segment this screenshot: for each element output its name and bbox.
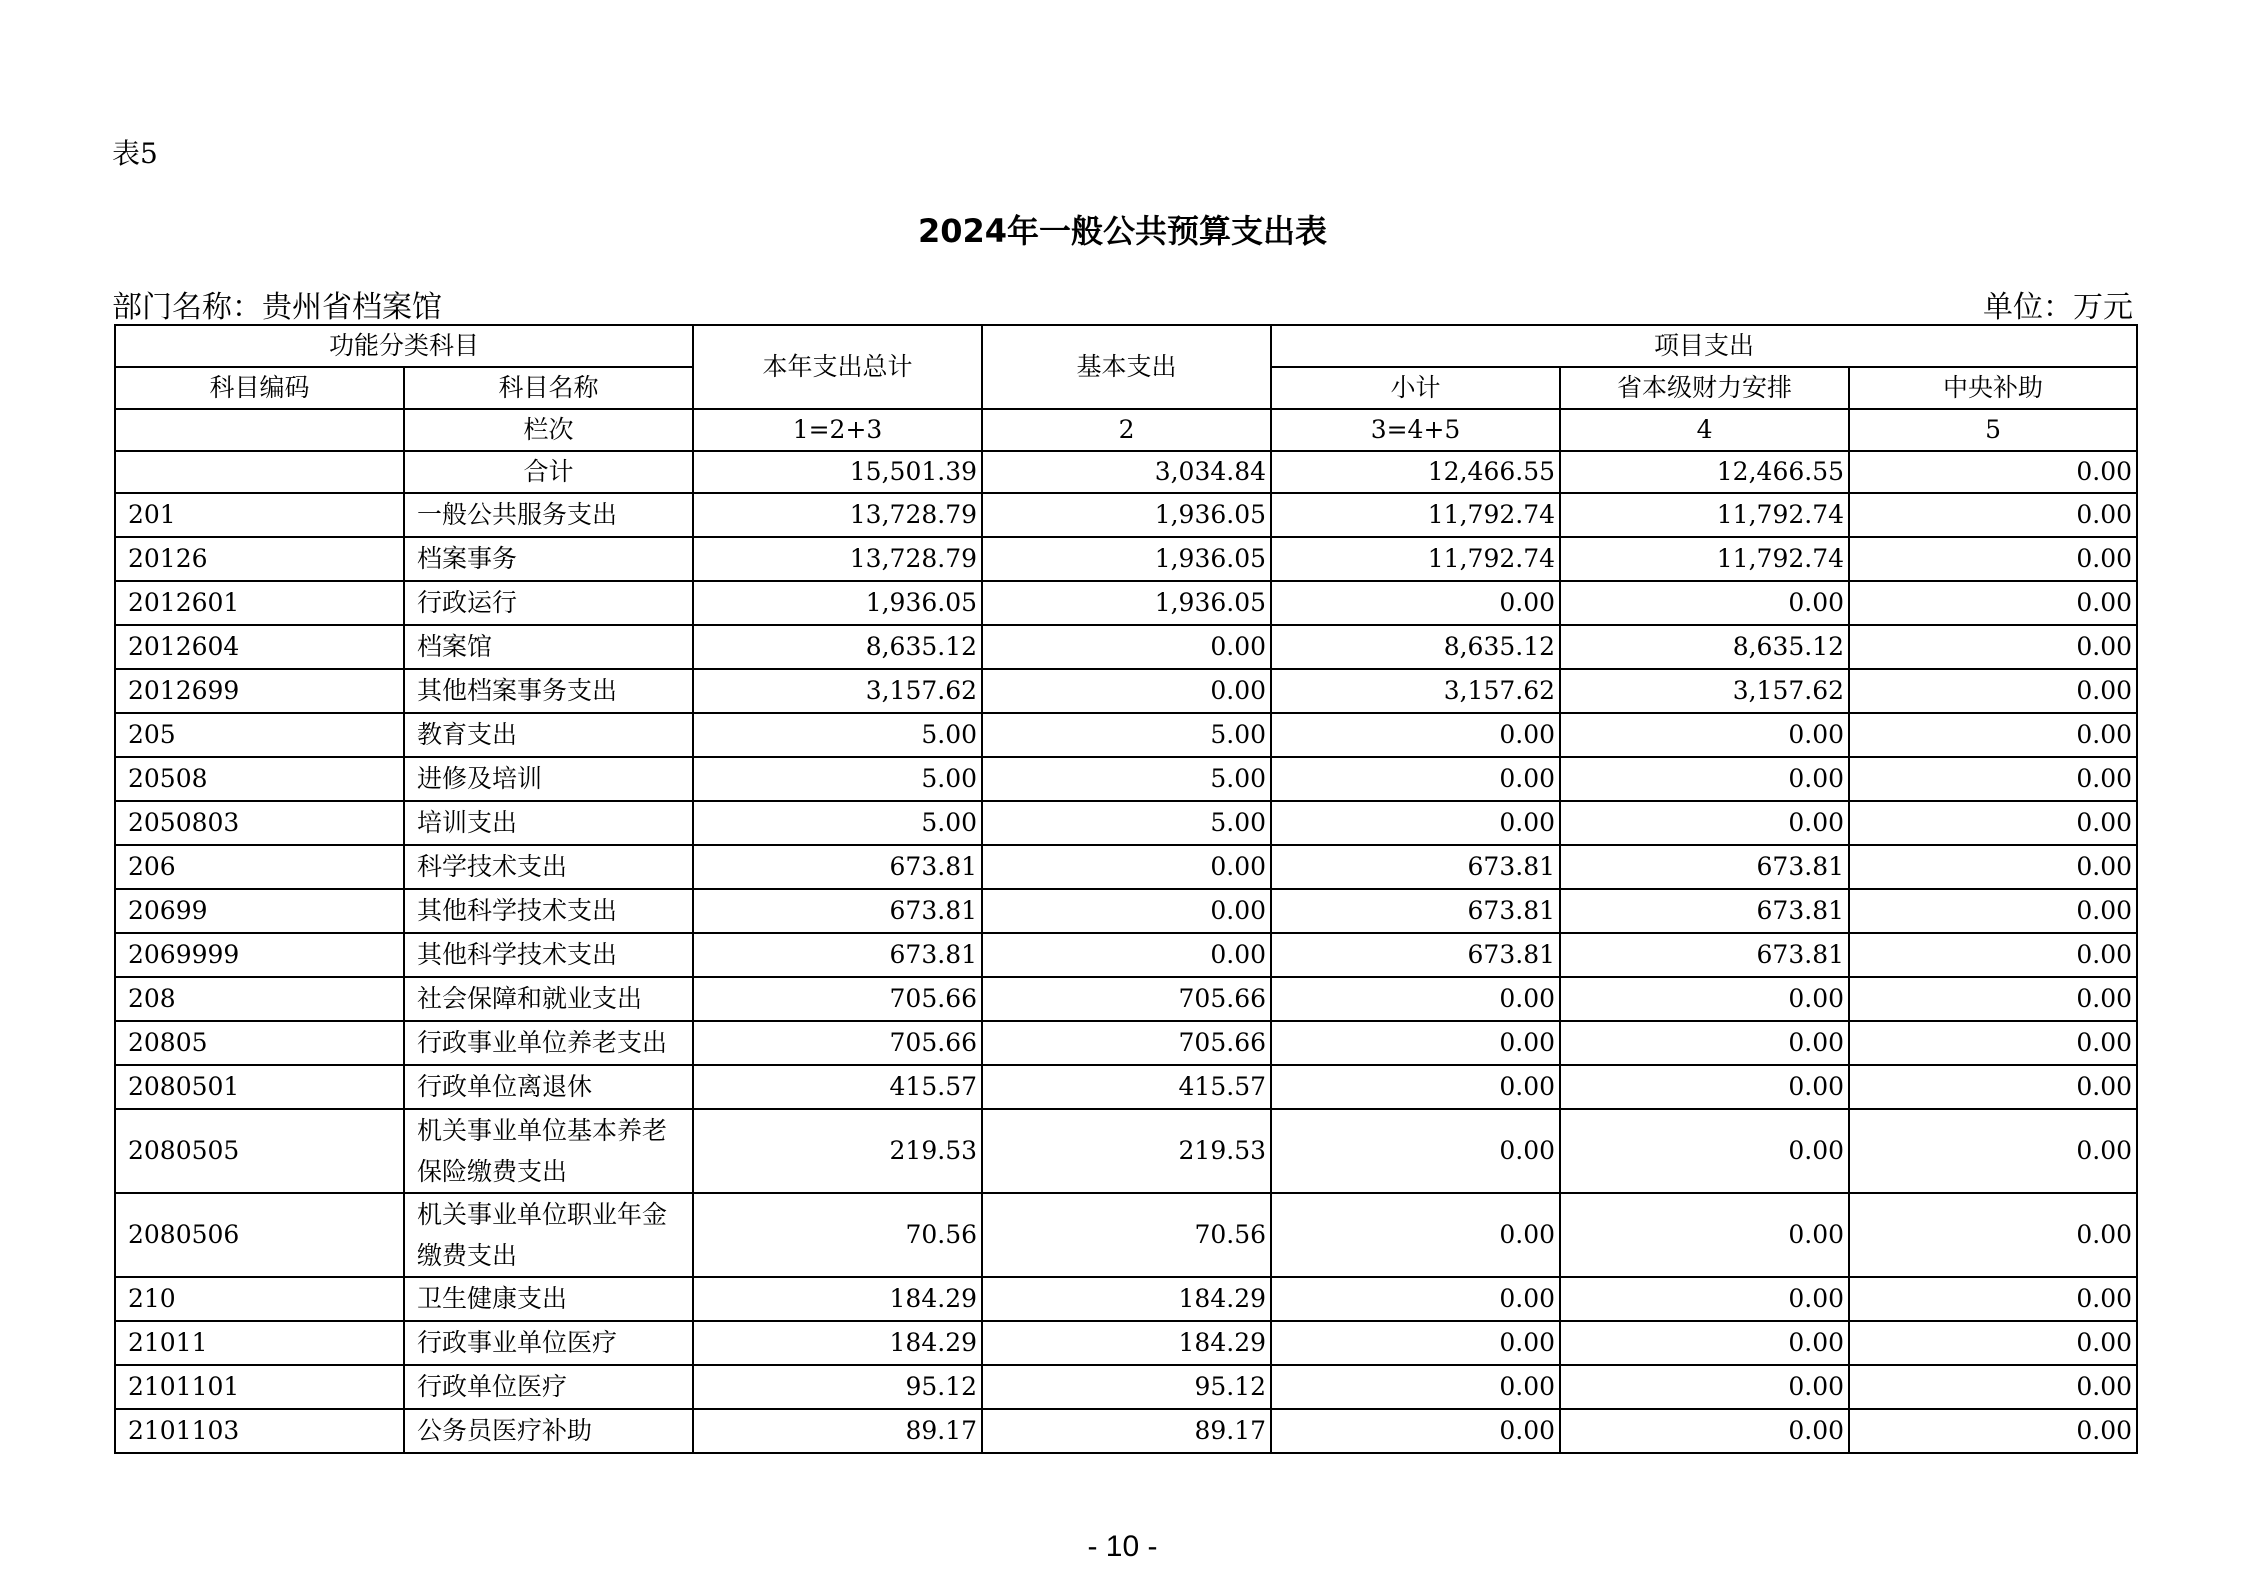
row-code: 2080505 [115,1109,404,1193]
row-central: 0.00 [1849,713,2137,757]
sum-empty [115,451,404,493]
row-name: 行政事业单位医疗 [404,1321,693,1365]
row-central: 0.00 [1849,1365,2137,1409]
row-subtotal: 3,157.62 [1271,669,1560,713]
table-row [115,1109,2137,1193]
row-code: 20805 [115,1021,404,1065]
table-row [115,801,2137,845]
table-row [115,845,2137,889]
column-index-basic: 2 [982,409,1271,451]
row-name: 行政单位离退休 [404,1065,693,1109]
row-code: 2080501 [115,1065,404,1109]
row-name: 行政事业单位养老支出 [404,1021,693,1065]
row-basic: 415.57 [982,1065,1271,1109]
row-total: 3,157.62 [693,669,982,713]
row-code: 2012601 [115,581,404,625]
table-row [115,581,2137,625]
row-basic: 0.00 [982,889,1271,933]
row-basic: 0.00 [982,625,1271,669]
row-subtotal: 0.00 [1271,581,1560,625]
row-basic: 1,936.05 [982,581,1271,625]
row-name: 公务员医疗补助 [404,1409,693,1453]
row-basic: 1,936.05 [982,537,1271,581]
row-provincial: 0.00 [1560,1021,1849,1065]
row-code: 2101103 [115,1409,404,1453]
row-provincial: 0.00 [1560,713,1849,757]
row-total: 1,936.05 [693,581,982,625]
table-row [115,757,2137,801]
row-subtotal: 673.81 [1271,933,1560,977]
row-central: 0.00 [1849,1193,2137,1277]
row-code: 210 [115,1277,404,1321]
row-central: 0.00 [1849,581,2137,625]
row-name: 其他档案事务支出 [404,669,693,713]
page-title: 2024年一般公共预算支出表 [917,212,1328,250]
row-subtotal: 0.00 [1271,977,1560,1021]
row-central: 0.00 [1849,933,2137,977]
row-provincial: 673.81 [1560,889,1849,933]
row-central: 0.00 [1849,977,2137,1021]
row-subtotal: 0.00 [1271,1193,1560,1277]
row-central: 0.00 [1849,845,2137,889]
row-code: 20126 [115,537,404,581]
table-row [115,1321,2137,1365]
row-provincial: 0.00 [1560,1193,1849,1277]
table-row [115,1021,2137,1065]
sum-label: 合计 [404,451,693,493]
row-name: 进修及培训 [404,757,693,801]
column-index-provincial: 4 [1560,409,1849,451]
row-total: 5.00 [693,757,982,801]
row-basic: 705.66 [982,1021,1271,1065]
row-name: 机关事业单位基本养老保险缴费支出 [404,1109,693,1193]
row-name: 档案馆 [404,625,693,669]
row-total: 13,728.79 [693,493,982,537]
row-code: 2101101 [115,1365,404,1409]
header-subtotal: 小计 [1271,367,1560,409]
header-total: 本年支出总计 [693,325,982,409]
table-row [115,713,2137,757]
row-code: 20699 [115,889,404,933]
column-index-row [115,409,2137,451]
budget-table [114,324,2138,1454]
row-provincial: 0.00 [1560,1365,1849,1409]
row-name: 科学技术支出 [404,845,693,889]
row-total: 184.29 [693,1277,982,1321]
row-name: 卫生健康支出 [404,1277,693,1321]
row-basic: 89.17 [982,1409,1271,1453]
row-total: 13,728.79 [693,537,982,581]
row-name: 一般公共服务支出 [404,493,693,537]
row-total: 70.56 [693,1193,982,1277]
row-total: 5.00 [693,713,982,757]
table-row [115,1193,2137,1277]
row-name: 培训支出 [404,801,693,845]
header-provincial: 省本级财力安排 [1560,367,1849,409]
row-total: 5.00 [693,801,982,845]
row-total: 415.57 [693,1065,982,1109]
sum-provincial: 12,466.55 [1560,451,1849,493]
row-code: 201 [115,493,404,537]
row-basic: 95.12 [982,1365,1271,1409]
row-code: 2012699 [115,669,404,713]
row-code: 21011 [115,1321,404,1365]
table-row [115,933,2137,977]
row-subtotal: 0.00 [1271,801,1560,845]
row-subtotal: 0.00 [1271,1109,1560,1193]
row-code: 2069999 [115,933,404,977]
row-central: 0.00 [1849,669,2137,713]
row-total: 184.29 [693,1321,982,1365]
table-row [115,1365,2137,1409]
row-total: 673.81 [693,889,982,933]
row-total: 89.17 [693,1409,982,1453]
header-function-class: 功能分类科目 [115,325,693,367]
sum-total: 15,501.39 [693,451,982,493]
row-total: 219.53 [693,1109,982,1193]
row-subtotal: 673.81 [1271,889,1560,933]
row-provincial: 0.00 [1560,801,1849,845]
header-name: 科目名称 [404,367,693,409]
row-provincial: 673.81 [1560,933,1849,977]
row-provincial: 0.00 [1560,1065,1849,1109]
row-subtotal: 0.00 [1271,1021,1560,1065]
column-index-empty [115,409,404,451]
row-central: 0.00 [1849,625,2137,669]
sum-central: 0.00 [1849,451,2137,493]
row-provincial: 8,635.12 [1560,625,1849,669]
row-subtotal: 11,792.74 [1271,493,1560,537]
sum-subtotal: 12,466.55 [1271,451,1560,493]
row-subtotal: 0.00 [1271,1065,1560,1109]
row-central: 0.00 [1849,757,2137,801]
department-label: 部门名称：贵州省档案馆 [112,290,442,325]
header-code: 科目编码 [115,367,404,409]
row-subtotal: 11,792.74 [1271,537,1560,581]
row-basic: 1,936.05 [982,493,1271,537]
row-provincial: 11,792.74 [1560,537,1849,581]
column-index-label: 栏次 [404,409,693,451]
row-subtotal: 0.00 [1271,757,1560,801]
row-provincial: 3,157.62 [1560,669,1849,713]
row-total: 705.66 [693,1021,982,1065]
table-row [115,1409,2137,1453]
row-subtotal: 0.00 [1271,1409,1560,1453]
row-code: 20508 [115,757,404,801]
row-subtotal: 0.00 [1271,1365,1560,1409]
header-project: 项目支出 [1271,325,2137,367]
row-central: 0.00 [1849,889,2137,933]
row-code: 2080506 [115,1193,404,1277]
unit-label: 单位：万元 [1983,290,2133,325]
row-provincial: 0.00 [1560,977,1849,1021]
row-name: 社会保障和就业支出 [404,977,693,1021]
row-basic: 219.53 [982,1109,1271,1193]
row-name: 机关事业单位职业年金缴费支出 [404,1193,693,1277]
row-name: 档案事务 [404,537,693,581]
row-subtotal: 673.81 [1271,845,1560,889]
row-provincial: 0.00 [1560,1321,1849,1365]
row-central: 0.00 [1849,1277,2137,1321]
row-provincial: 0.00 [1560,581,1849,625]
row-provincial: 0.00 [1560,1109,1849,1193]
row-subtotal: 0.00 [1271,713,1560,757]
table-row [115,493,2137,537]
row-provincial: 0.00 [1560,757,1849,801]
table-row [115,1065,2137,1109]
row-name: 其他科学技术支出 [404,889,693,933]
page-number: - 10 - [1087,1530,1158,1563]
row-total: 8,635.12 [693,625,982,669]
table-label: 表5 [112,137,158,170]
row-central: 0.00 [1849,493,2137,537]
row-basic: 184.29 [982,1321,1271,1365]
row-basic: 184.29 [982,1277,1271,1321]
row-basic: 0.00 [982,845,1271,889]
row-name: 行政单位医疗 [404,1365,693,1409]
row-central: 0.00 [1849,1021,2137,1065]
row-central: 0.00 [1849,801,2137,845]
row-central: 0.00 [1849,1409,2137,1453]
row-subtotal: 0.00 [1271,1277,1560,1321]
sum-row [115,451,2137,493]
table-row [115,669,2137,713]
header-basic: 基本支出 [982,325,1271,409]
table-row [115,537,2137,581]
header-central: 中央补助 [1849,367,2137,409]
table-row [115,1277,2137,1321]
row-name: 教育支出 [404,713,693,757]
row-name: 行政运行 [404,581,693,625]
row-code: 206 [115,845,404,889]
row-central: 0.00 [1849,537,2137,581]
row-code: 2050803 [115,801,404,845]
row-basic: 70.56 [982,1193,1271,1277]
row-provincial: 0.00 [1560,1409,1849,1453]
table-body [115,325,2137,1453]
row-code: 2012604 [115,625,404,669]
row-provincial: 11,792.74 [1560,493,1849,537]
column-index-subtotal: 3=4+5 [1271,409,1560,451]
table-row [115,625,2137,669]
row-basic: 5.00 [982,801,1271,845]
row-total: 705.66 [693,977,982,1021]
row-basic: 0.00 [982,669,1271,713]
row-total: 673.81 [693,845,982,889]
row-central: 0.00 [1849,1321,2137,1365]
row-basic: 5.00 [982,757,1271,801]
row-basic: 5.00 [982,713,1271,757]
row-total: 95.12 [693,1365,982,1409]
row-code: 205 [115,713,404,757]
row-code: 208 [115,977,404,1021]
row-basic: 705.66 [982,977,1271,1021]
row-provincial: 673.81 [1560,845,1849,889]
row-central: 0.00 [1849,1065,2137,1109]
sum-basic: 3,034.84 [982,451,1271,493]
row-central: 0.00 [1849,1109,2137,1193]
row-total: 673.81 [693,933,982,977]
table-row [115,977,2137,1021]
row-provincial: 0.00 [1560,1277,1849,1321]
row-subtotal: 0.00 [1271,1321,1560,1365]
row-subtotal: 8,635.12 [1271,625,1560,669]
table-row [115,889,2137,933]
row-name: 其他科学技术支出 [404,933,693,977]
column-index-central: 5 [1849,409,2137,451]
header-row-1 [115,325,2137,367]
row-basic: 0.00 [982,933,1271,977]
column-index-total: 1=2+3 [693,409,982,451]
